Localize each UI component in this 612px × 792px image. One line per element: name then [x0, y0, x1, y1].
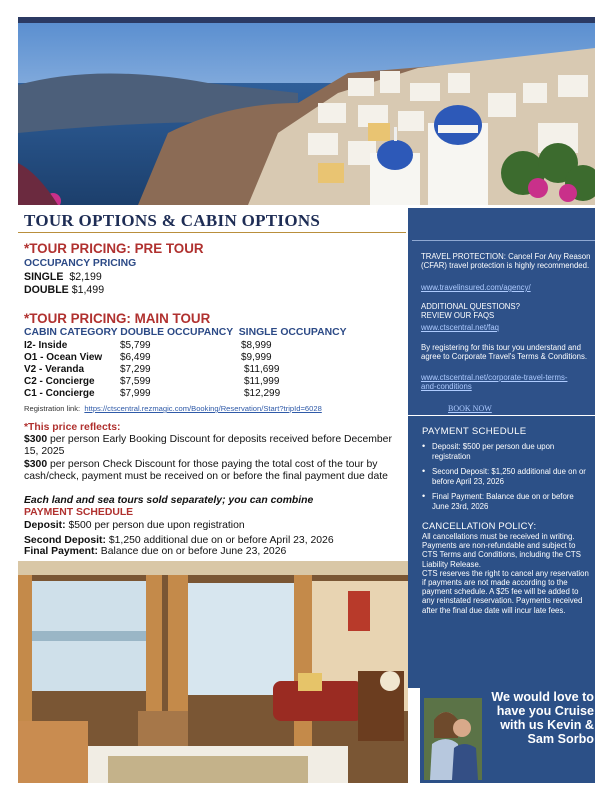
cabin-single-price: $9,999	[241, 352, 272, 363]
cabin-category: C2 - Concierge	[24, 376, 95, 387]
second-deposit-label: Second Deposit:	[24, 535, 106, 546]
early-booking-discount	[24, 434, 404, 457]
final-payment-line	[24, 546, 404, 558]
deposit-text: $500 per person due upon registration	[65, 520, 245, 531]
pre-tour-double-row	[24, 284, 104, 296]
cabin-double-price: $7,299	[120, 364, 151, 375]
check-discount-amount: $300	[24, 459, 48, 470]
cabin-row	[24, 340, 404, 352]
cancellation-policy-text	[422, 532, 592, 615]
sidebar-divider	[412, 240, 595, 241]
cabin-row	[24, 364, 404, 376]
main-tour-heading: *TOUR PRICING: MAIN TOUR	[24, 311, 211, 326]
questions-line-2: REVIEW OUR FAQS	[421, 311, 495, 320]
travel-insured-link[interactable]: www.travelinsured.com/agency/	[421, 283, 531, 292]
registration-line	[24, 404, 322, 413]
page-title: TOUR OPTIONS & CABIN OPTIONS	[24, 211, 321, 230]
cabin-double-price: $5,799	[120, 340, 151, 351]
cabin-row	[24, 376, 404, 388]
pre-tour-heading: *TOUR PRICING: PRE TOUR	[24, 241, 204, 256]
cabin-double-price: $7,999	[120, 388, 151, 399]
second-deposit-text: $1,250 additional due on or before April 23, 2026	[105, 535, 334, 546]
registration-label: Registration link:	[24, 404, 81, 413]
faq-link[interactable]: www.ctscentral.net/faq	[421, 323, 500, 332]
agreement-text: By registering for this tour you understand and agree to Corporate Travel's Terms & Conditions.	[421, 343, 588, 362]
cabin-row	[24, 352, 404, 364]
terms-link[interactable]: www.ctscentral.net/corporate-travel-terms-and-conditions	[421, 373, 568, 392]
cabin-columns-header: CABIN CATEGORY DOUBLE OCCUPANCY SINGLE OCCUPANCY	[24, 327, 347, 338]
list-item: • Second Deposit: $1,250 additional due on or before April 23, 2026	[422, 467, 590, 486]
cabin-double-price: $6,499	[120, 352, 151, 363]
cabin-category: I2- Inside	[24, 340, 68, 351]
check-discount	[24, 459, 404, 482]
title-divider	[18, 232, 406, 233]
cabin-category: V2 - Veranda	[24, 364, 85, 375]
sold-separately-note: Each land and sea tours sold separately; you can combine	[24, 495, 314, 506]
questions-line-1: ADDITIONAL QUESTIONS?	[421, 302, 520, 311]
travel-protection-text: TRAVEL PROTECTION: Cancel For Any Reason (CFAR) travel protection is highly recommended.	[421, 252, 591, 271]
cabin-category: O1 - Ocean View	[24, 352, 103, 363]
early-discount-text: per person Early Booking Discount for deposits received before December 15, 2025	[24, 434, 392, 457]
occupancy-pricing-heading: OCCUPANCY PRICING	[24, 258, 137, 269]
cabin-single-price: $8,999	[241, 340, 272, 351]
cruise-invite-box	[420, 688, 595, 783]
final-payment-label: Final Payment:	[24, 546, 98, 557]
final-payment-text: Balance due on or before June 23, 2026	[97, 546, 287, 557]
check-discount-text: per person Check Discount for those paying the total cost of the tour by cash/check, payment must be received on or before the final payment due date	[24, 459, 388, 482]
sidebar-payment-heading: PAYMENT SCHEDULE	[422, 426, 527, 437]
list-item: • Deposit: $500 per person due upon registration	[422, 442, 590, 461]
payment-sidebar	[408, 416, 595, 688]
cabin-single-price: $11,999	[244, 376, 280, 387]
cabin-single-price: $11,699	[244, 364, 280, 375]
pre-tour-single-row	[24, 271, 102, 283]
early-discount-amount: $300	[24, 434, 48, 445]
second-deposit-line	[24, 535, 404, 547]
cabin-double-price: $7,599	[120, 376, 151, 387]
couple-photo	[424, 698, 482, 780]
cancellation-paragraph-2: CTS reserves the right to cancel any reservation if payments are not made according to the payment schedule. A $25 fee will be added to any reinstated reservation. Payments received after the final due date will incur late fees.	[422, 568, 589, 615]
cancellation-paragraph-1: All cancellations must be received in writing. Payments are non-refundable and subject to CTS Terms and Conditions, including the CTS Liability Release.	[422, 532, 581, 569]
single-price: $2,199	[69, 271, 102, 283]
single-label: SINGLE	[24, 271, 64, 283]
payment-schedule-list	[422, 442, 590, 518]
list-item: • Final Payment: Balance due on or before June 23rd, 2026	[422, 492, 590, 511]
price-reflects-heading: *This price reflects:	[24, 422, 121, 433]
cabin-row	[24, 388, 404, 400]
registration-link[interactable]: https://ctscentral.rezmagic.com/Booking/Reservation/Start?tripId=6028	[84, 404, 322, 413]
deposit-line	[24, 520, 404, 532]
payment-schedule-heading: PAYMENT SCHEDULE	[24, 507, 134, 518]
cruise-with-us-message: We would love to have you Cruise with us Kevin & Sam Sorbo	[491, 690, 594, 746]
hero-santorini-photo	[18, 23, 595, 205]
book-now-link[interactable]: BOOK NOW	[448, 404, 492, 413]
double-label: DOUBLE	[24, 284, 69, 296]
cabin-interior-photo	[18, 561, 408, 783]
deposit-label: Deposit:	[24, 520, 66, 531]
cabin-single-price: $12,299	[244, 388, 281, 399]
cabin-category: C1 - Concierge	[24, 388, 95, 399]
cancellation-heading: CANCELLATION POLICY:	[422, 520, 537, 531]
double-price: $1,499	[71, 284, 105, 296]
